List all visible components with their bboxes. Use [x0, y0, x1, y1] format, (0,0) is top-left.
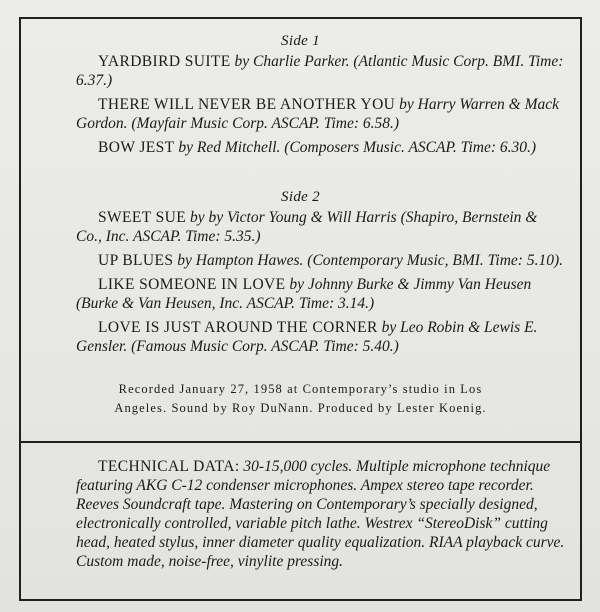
track-credit: by Harry Warren & Mack Gordon. (Mayfair Music Corp. ASCAP. Time: 6.58.) — [76, 96, 559, 132]
side-2-track-list — [76, 208, 566, 361]
track-list-item — [76, 275, 566, 313]
track-list-item — [76, 138, 566, 157]
track-credit: by Charlie Parker. (Atlantic Music Corp. BMI. Time: 6.37.) — [76, 53, 564, 89]
track-list-item — [76, 95, 566, 133]
side-2-heading: Side 2 — [281, 189, 320, 205]
side-1-track-list — [76, 52, 566, 162]
track-list-item — [76, 208, 566, 246]
recording-credits-line: Angeles. Sound by Roy DuNann. Produced by Lester Koenig. — [114, 401, 487, 415]
liner-notes-frame — [19, 17, 582, 601]
technical-data-label: TECHNICAL DATA: — [98, 458, 240, 475]
track-credit: by Hampton Hawes. (Contemporary Music, BMI. Time: 5.10). — [177, 252, 564, 269]
track-title: UP BLUES — [98, 252, 174, 269]
track-title: LOVE IS JUST AROUND THE CORNER — [98, 319, 378, 336]
track-list-item — [76, 52, 566, 90]
track-title: BOW JEST — [98, 139, 175, 156]
section-divider — [21, 441, 580, 443]
track-title: THERE WILL NEVER BE ANOTHER YOU — [98, 96, 396, 113]
track-title: SWEET SUE — [98, 209, 187, 226]
track-credit: by by Victor Young & Will Harris (Shapiro, Bernstein & Co., Inc. ASCAP. Time: 5.35.) — [76, 209, 538, 245]
track-credit: by Johnny Burke & Jimmy Van Heusen (Burke & Van Heusen, Inc. ASCAP. Time: 3.14.) — [76, 276, 532, 312]
recording-credits — [21, 380, 580, 418]
recording-credits-line: Recorded January 27, 1958 at Contemporary’s studio in Los — [118, 382, 483, 396]
side-1-heading: Side 1 — [281, 33, 320, 49]
track-title: YARDBIRD SUITE — [98, 53, 231, 70]
technical-data-body: 30-15,000 cycles. Multiple microphone technique featuring AKG C-12 condenser microphones. Ampex stereo tape recorder. Reeves Soundcraft tape. Mastering on Contemporary’s specially designed, electronically controlled, variable pitch lathe. Westrex “StereoDisk” cutting head, heated stylus, inner diameter quality equalization. RIAA playback curve. Custom made, noise-free, vinylite pressing. — [76, 458, 565, 570]
track-list-item — [76, 318, 566, 356]
track-list-item — [76, 251, 566, 270]
track-credit: by Leo Robin & Lewis E. Gensler. (Famous Music Corp. ASCAP. Time: 5.40.) — [76, 319, 538, 355]
technical-data — [76, 457, 572, 571]
track-credit: by Red Mitchell. (Composers Music. ASCAP. Time: 6.30.) — [178, 139, 537, 156]
track-title: LIKE SOMEONE IN LOVE — [98, 276, 286, 293]
